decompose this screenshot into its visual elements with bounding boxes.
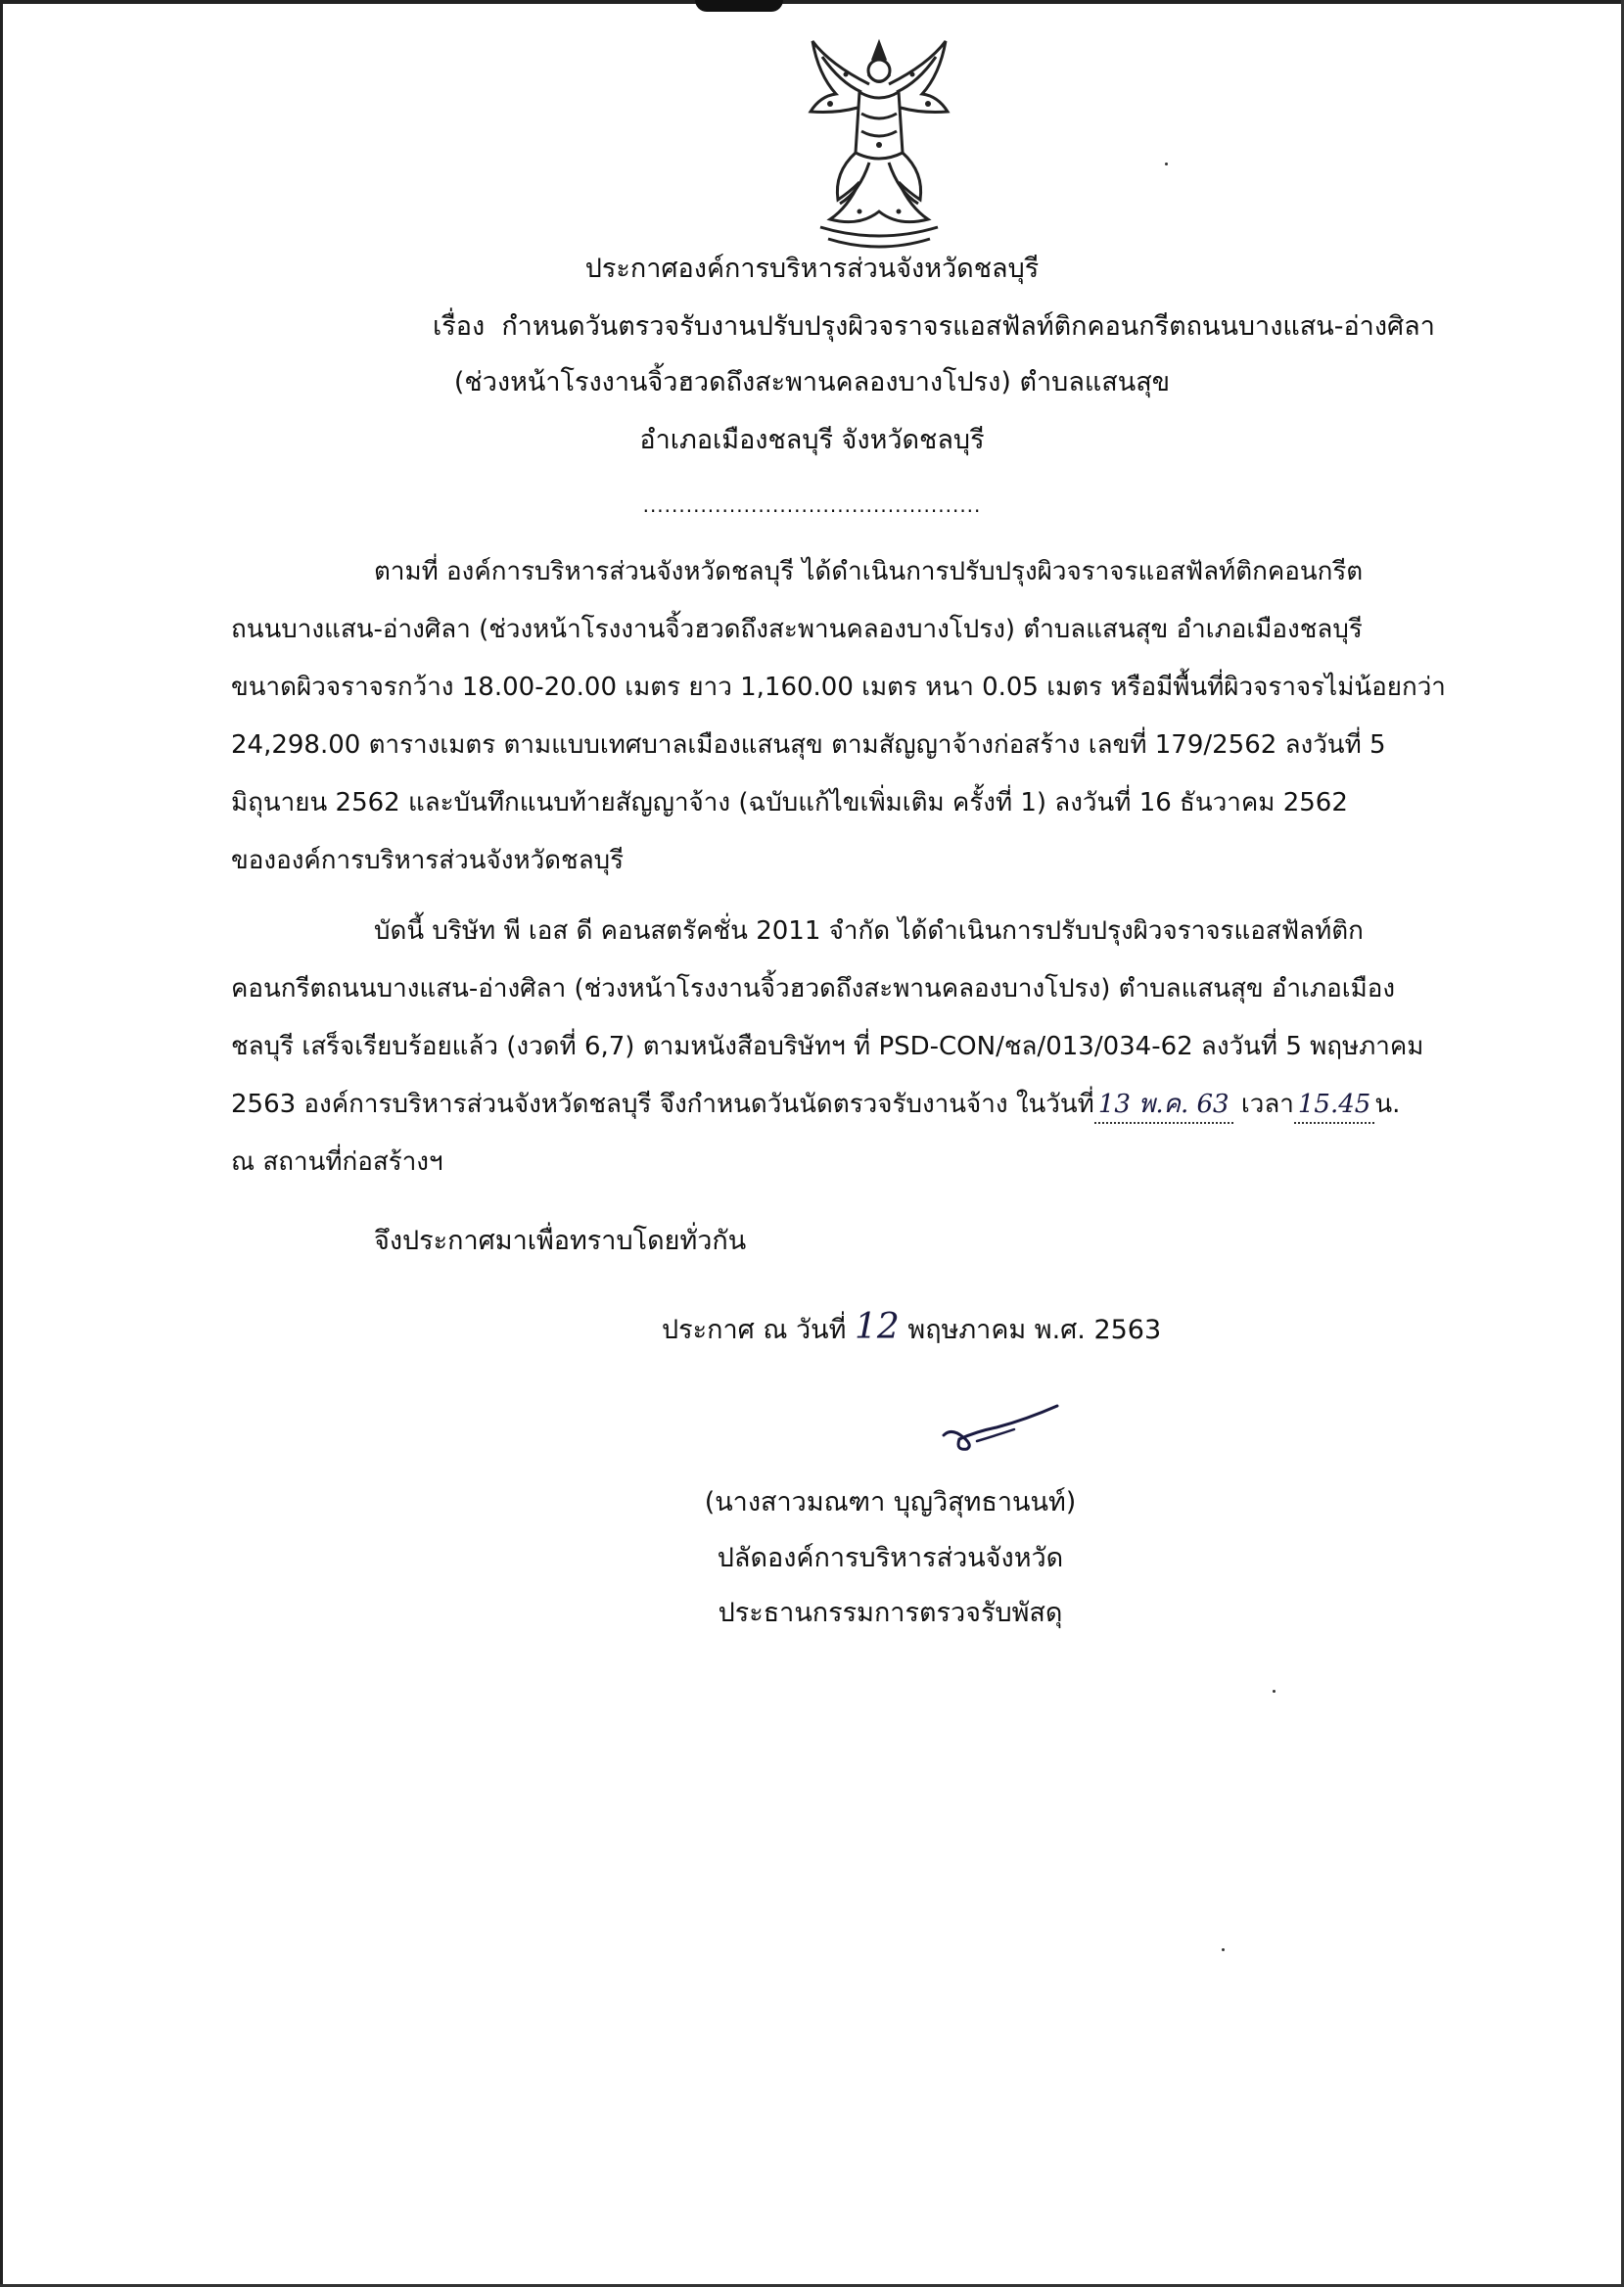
signatory-name: (นางสาวมณฑา บุญวิสุทธานนท์) [704, 1487, 1077, 1517]
garuda-emblem-icon [801, 35, 957, 256]
time-label: เวลา [1240, 1090, 1294, 1119]
signatory-position-2: ประธานกรรมการตรวจรับพัสดุ [718, 1598, 1063, 1628]
paragraph-1 [231, 554, 1494, 901]
separator-dots: ............................................... [642, 493, 982, 517]
subject-line-3: อำเภอเมืองชลบุรี จังหวัดชลบุรี [639, 425, 985, 455]
paragraph-2-line: ชลบุรี เสร็จเรียบร้อยแล้ว (งวดที่ 6,7) ตามหนังสือบริษัทฯ ที่ PSD-CON/ชล/013/034-62 ลงวันที่ 5 พฤษภาคม [231, 1032, 1424, 1061]
scan-speck [1222, 1948, 1225, 1951]
scan-speck [1165, 163, 1168, 165]
paragraph-2-line-4 [231, 1087, 1504, 1144]
paragraph-2-line: ณ สถานที่ก่อสร้างฯ [231, 1147, 443, 1177]
scan-speck [1273, 1690, 1276, 1693]
paragraph-2-line-4-prefix: 2563 องค์การบริหารส่วนจังหวัดชลบุรี จึงกำหนดวันนัดตรวจรับงานจ้าง ในวันที่ [231, 1090, 1094, 1119]
scan-artifact [695, 0, 783, 12]
paragraph-1-line: ถนนบางแสน-อ่างศิลา (ช่วงหน้าโรงงานจิ้วฮวดถึงสะพานคลองบางโปรง) ตำบลแสนสุข อำเภอเมืองชลบุรี [231, 615, 1363, 644]
time-suffix: น. [1374, 1090, 1401, 1119]
paragraph-1-line: มิถุนายน 2562 และบันทึกแนบท้ายสัญญาจ้าง (ฉบับแก้ไขเพิ่มเติม ครั้งที่ 1) ลงวันที่ 16 ธันวาคม 2562 [231, 788, 1348, 817]
subject-line-1 [433, 309, 1435, 345]
announce-suffix: พฤษภาคม พ.ศ. 2563 [907, 1315, 1162, 1345]
signature-icon [938, 1398, 1065, 1457]
announcement-date [662, 1307, 1162, 1348]
paragraph-1-line: 24,298.00 ตารางเมตร ตามแบบเทศบาลเมืองแสนสุข ตามสัญญาจ้างก่อสร้าง เลขที่ 179/2562 ลงวันที่ 5 [231, 730, 1386, 760]
subject-label: เรื่อง [433, 311, 486, 342]
signatory-position-1: ปลัดองค์การบริหารส่วนจังหวัด [717, 1543, 1064, 1573]
subject-text-1: กำหนดวันตรวจรับงานปรับปรุงผิวจราจรแอสฟัลท์ติกคอนกรีตถนนบางแสน-อ่างศิลา [501, 311, 1435, 342]
document-title: ประกาศองค์การบริหารส่วนจังหวัดชลบุรี [584, 254, 1040, 284]
handwritten-day: 12 [855, 1307, 900, 1347]
closing-statement: จึงประกาศมาเพื่อทราบโดยทั่วกัน [374, 1226, 747, 1256]
paragraph-1-line: ตามที่ องค์การบริหารส่วนจังหวัดชลบุรี ได้ดำเนินการปรับปรุงผิวจราจรแอสฟัลท์ติกคอนกรีต [374, 557, 1364, 586]
paragraph-2 [231, 913, 1504, 1202]
scan-edge-top [0, 0, 1624, 4]
paragraph-1-line: ขนาดผิวจราจรกว้าง 18.00-20.00 เมตร ยาว 1,160.00 เมตร หนา 0.05 เมตร หรือมีพื้นที่ผิวจราจรไม่น้อยกว่า [231, 673, 1446, 702]
handwritten-inspection-date: 13 พ.ค. 63 [1094, 1087, 1233, 1124]
paragraph-2-line: คอนกรีตถนนบางแสน-อ่างศิลา (ช่วงหน้าโรงงานจิ้วฮวดถึงสะพานคลองบางโปรง) ตำบลแสนสุข อำเภอเมือง [231, 974, 1396, 1003]
handwritten-inspection-time: 15.45 [1294, 1087, 1374, 1124]
paragraph-2-line: บัดนี้ บริษัท พี เอส ดี คอนสตรัคชั่น 2011 จำกัด ได้ดำเนินการปรับปรุงผิวจราจรแอสฟัลท์ติก [374, 916, 1364, 946]
paragraph-1-line: ขององค์การบริหารส่วนจังหวัดชลบุรี [231, 846, 625, 875]
announce-prefix: ประกาศ ณ วันที่ [662, 1315, 847, 1345]
subject-line-2: (ช่วงหน้าโรงงานจิ้วฮวดถึงสะพานคลองบางโปรง) ตำบลแสนสุข [453, 367, 1171, 397]
scan-edge-left [0, 0, 3, 2287]
